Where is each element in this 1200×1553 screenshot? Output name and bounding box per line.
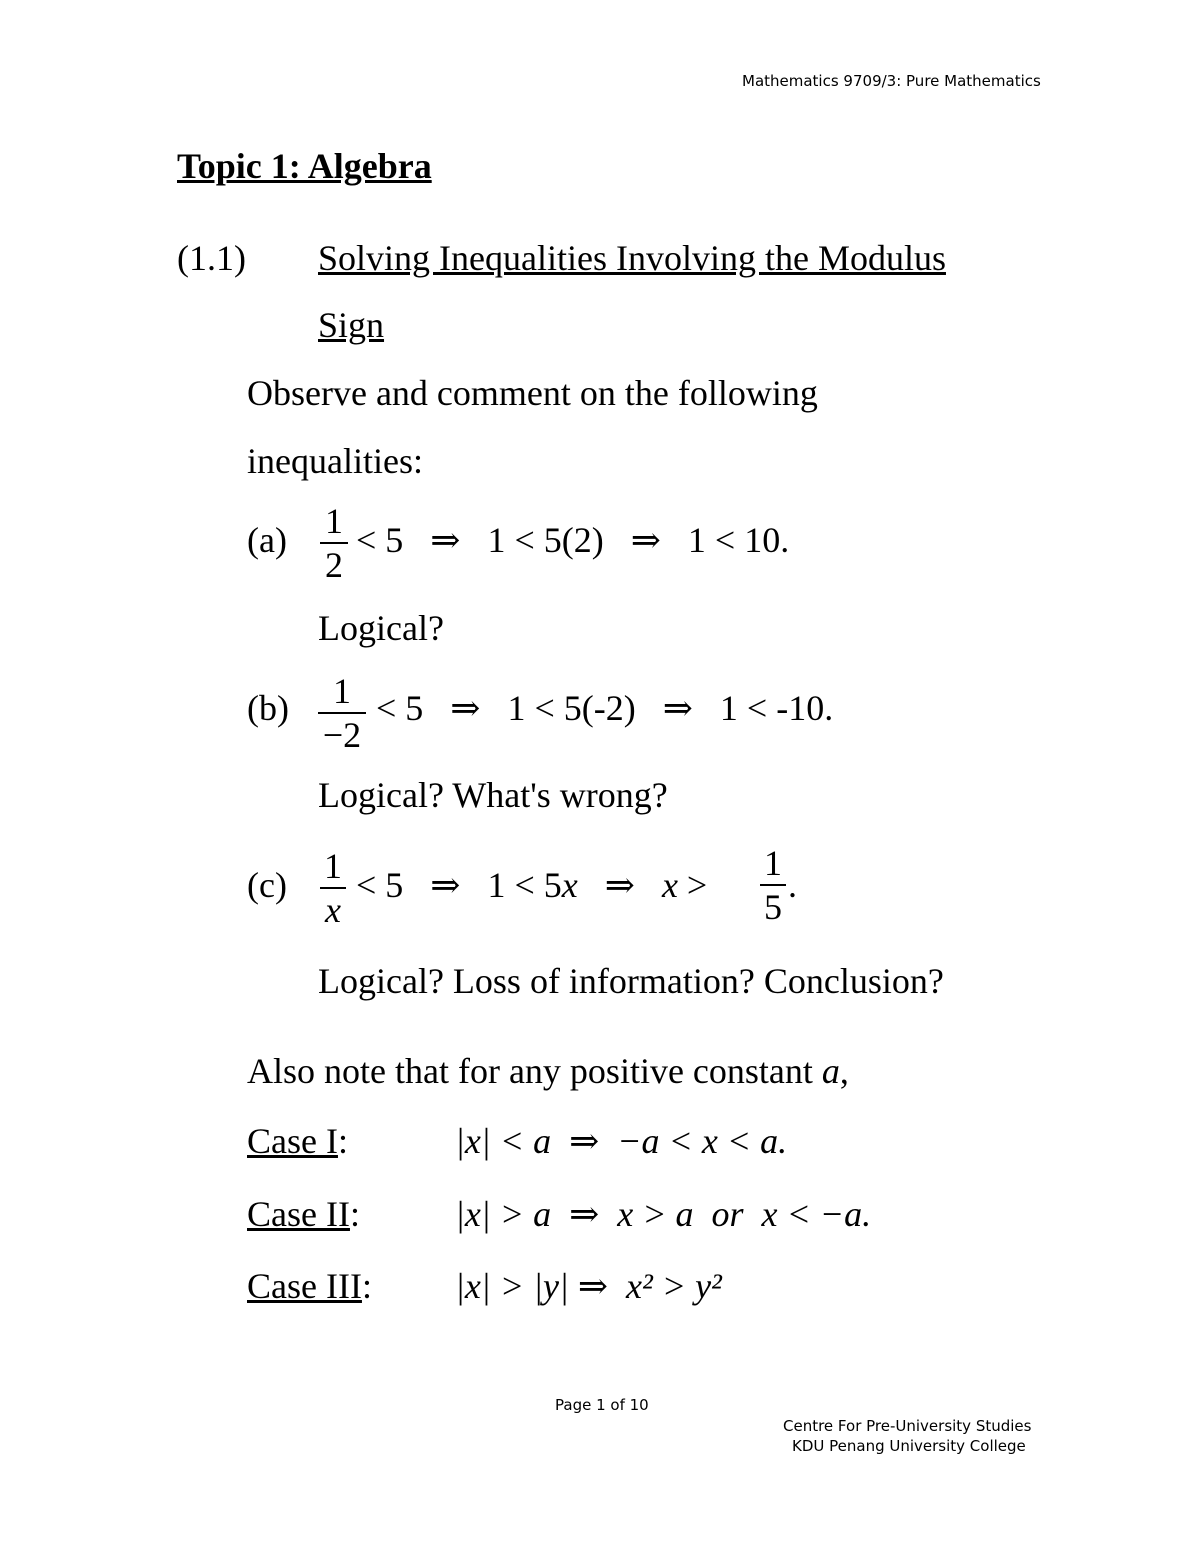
- fraction: [320, 503, 348, 583]
- fraction-bar: [760, 884, 786, 886]
- chain-part: >: [677, 865, 708, 905]
- fraction-denominator: 5: [764, 887, 782, 927]
- inequality-chain: < 5 ⇒ 1 < 5(2) ⇒ 1 < 10.: [356, 520, 790, 560]
- fraction-bar: [320, 542, 348, 544]
- item-label: (a): [247, 520, 287, 560]
- footer-centre: Centre For Pre-University Studies: [783, 1417, 1032, 1435]
- chain-part: < 5 ⇒ 1 < 5: [356, 865, 562, 905]
- item-comment: Logical? Loss of information? Conclusion?: [318, 961, 944, 1001]
- fraction-denominator: x: [325, 890, 341, 930]
- case-name: Case III: [247, 1266, 362, 1306]
- item-comment: Logical?: [318, 608, 444, 648]
- footer-college: KDU Penang University College: [792, 1437, 1026, 1455]
- case-colon: :: [361, 1266, 372, 1306]
- variable: x: [561, 865, 578, 905]
- case-label: [247, 1196, 360, 1232]
- case-name: Case II: [247, 1194, 350, 1234]
- fraction-numerator: 1: [324, 846, 342, 886]
- fraction-numerator: 1: [764, 843, 782, 883]
- case-formula: |x| > |y| ⇒ x² > y²: [455, 1266, 722, 1306]
- case-label: [247, 1268, 372, 1304]
- item-label: (c): [247, 865, 287, 905]
- case-colon: :: [337, 1121, 348, 1161]
- inequality-chain: < 5 ⇒ 1 < 5(-2) ⇒ 1 < -10.: [376, 688, 834, 728]
- fraction: [320, 848, 346, 928]
- inequality-chain: [356, 867, 707, 903]
- variable: a: [821, 1051, 840, 1091]
- running-header: Mathematics 9709/3: Pure Mathematics: [742, 72, 1041, 90]
- item-comment: Logical? What's wrong?: [318, 775, 668, 815]
- note-comma: ,: [839, 1051, 849, 1091]
- case-name: Case I: [247, 1121, 338, 1161]
- section-heading-cont: Sign: [318, 305, 385, 345]
- chain-part: ⇒: [577, 865, 662, 905]
- fraction-denominator: 2: [325, 545, 343, 585]
- intro-line: inequalities:: [247, 441, 423, 481]
- page-title: Topic 1: Algebra: [177, 146, 432, 186]
- case-label: [247, 1123, 348, 1159]
- page-number: Page 1 of 10: [555, 1396, 649, 1414]
- fraction-bar: [320, 887, 346, 889]
- fraction-denominator: −2: [322, 715, 362, 755]
- case-colon: :: [349, 1194, 360, 1234]
- fraction-bar: [318, 712, 366, 714]
- fraction-numerator: 1: [325, 501, 343, 541]
- section-heading: Solving Inequalities Involving the Modulus: [318, 238, 946, 278]
- fraction: [760, 845, 786, 925]
- intro-line: Observe and comment on the following: [247, 373, 818, 413]
- note-text: Also note that for any positive constant: [247, 1051, 822, 1091]
- period: .: [788, 865, 797, 905]
- fraction: [318, 673, 366, 753]
- item-label: (b): [247, 688, 289, 728]
- case-formula: |x| < a ⇒ −a < x < a.: [455, 1121, 788, 1161]
- variable: x: [661, 865, 678, 905]
- note-line: [247, 1053, 849, 1089]
- section-number: (1.1): [177, 238, 246, 278]
- case-formula: |x| > a ⇒ x > a or x < −a.: [455, 1194, 872, 1234]
- fraction-numerator: 1: [333, 671, 351, 711]
